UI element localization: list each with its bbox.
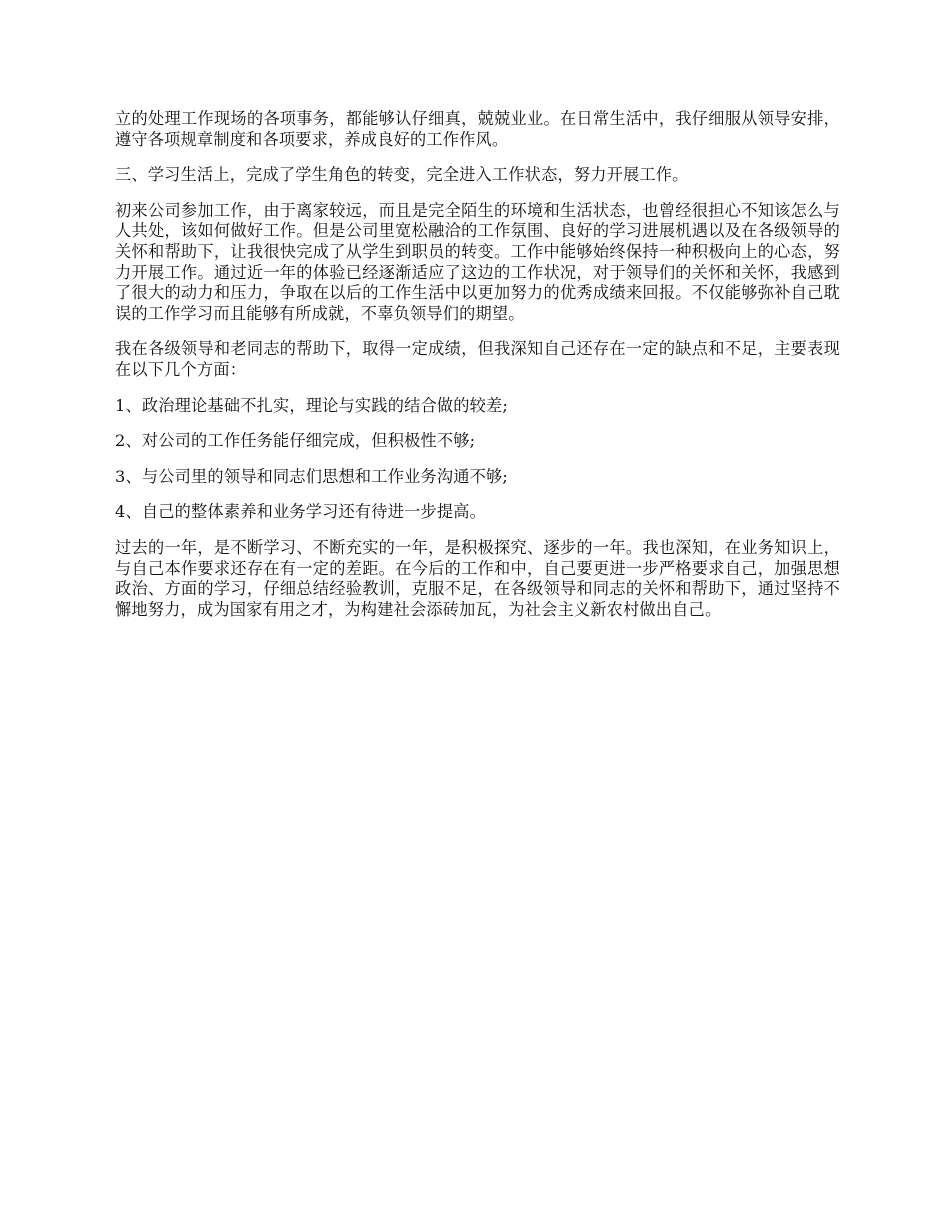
paragraph-adaptation: 初来公司参加工作，由于离家较远，而且是完全陌生的环境和生活状态，也曾经很担心不知该怎么与人共处，该如何做好工作。但是公司里宽松融洽的工作氛围、良好的学习进展机遇以及在各级领导的关怀和帮助下，让我很快完成了从学生到职员的转变。工作中能够始终保持一种积极向上的心态，努力开展工作。通过近一年的体验已经逐渐适应了这边的工作状况，对于领导们的关怀和关怀，我感到了很大的动力和压力，争取在以后的工作生活中以更加努力的优秀成绩来回报。不仅能够弥补自己耽误的工作学习而且能够有所成就，不辜负领导们的期望。 <box>115 200 840 323</box>
paragraph-work-style: 立的处理工作现场的各项事务，都能够认仔细真，兢兢业业。在日常生活中，我仔细服从领导安排，遵守各项规章制度和各项要求，养成良好的工作作风。 <box>115 109 840 149</box>
paragraph-conclusion: 过去的一年，是不断学习、不断充实的一年，是积极探究、逐步的一年。我也深知，在业务知识上，与自己本作要求还存在有一定的差距。在今后的工作和中，自己要更进一步严格要求自己，加强思想政治、方面的学习，仔细总结经验教训，克服不足，在各级领导和同志的关怀和帮助下，通过坚持不懈地努力，成为国家有用之才，为构建社会添砖加瓦，为社会主义新农村做出自己。 <box>115 537 840 619</box>
list-item-shortcoming-1: 1、政治理论基础不扎实，理论与实践的结合做的较差; <box>115 395 509 415</box>
list-item-shortcoming-2: 2、对公司的工作任务能仔细完成，但积极性不够; <box>115 431 476 451</box>
paragraph-section-three-heading: 三、学习生活上，完成了学生角色的转变，完全进入工作状态，努力开展工作。 <box>115 165 689 185</box>
document-page <box>115 109 840 635</box>
list-item-shortcoming-4: 4、自己的整体素养和业务学习还有待进一步提高。 <box>115 502 487 522</box>
paragraph-shortcomings-intro: 我在各级领导和老同志的帮助下，取得一定成绩，但我深知自己还存在一定的缺点和不足，主要表现在以下几个方面： <box>115 339 840 379</box>
list-item-shortcoming-3: 3、与公司里的领导和同志们思想和工作业务沟通不够; <box>115 466 509 486</box>
